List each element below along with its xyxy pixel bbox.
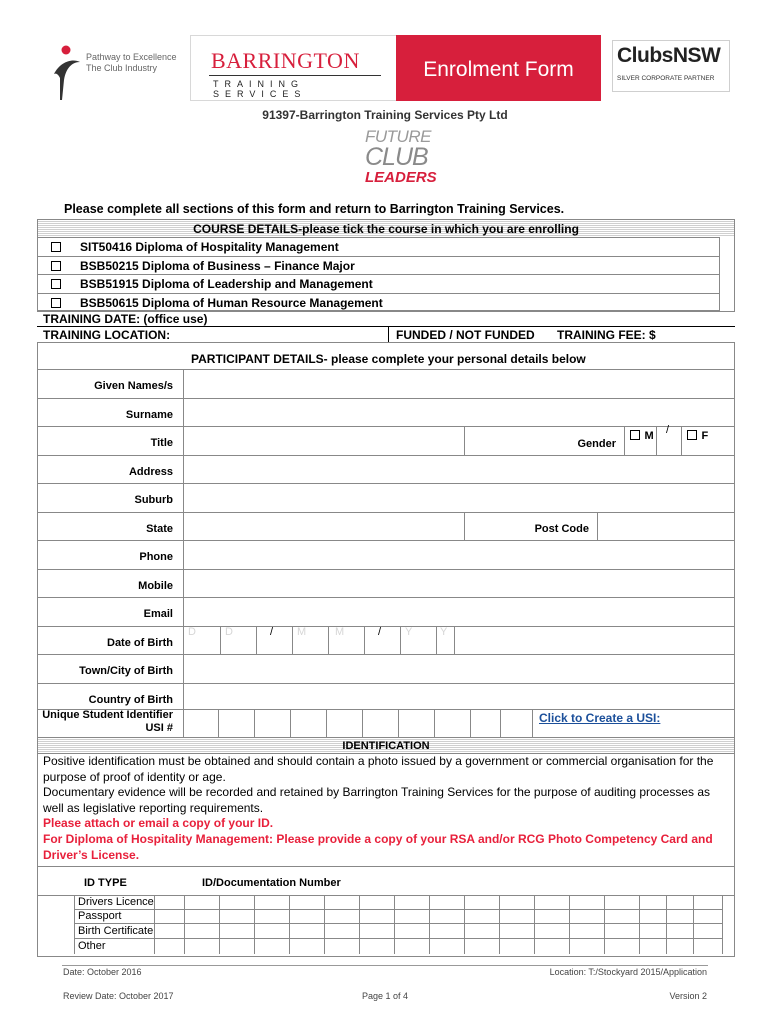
course-option-label: BSB50215 Diploma of Business – Finance Major <box>80 258 355 273</box>
country-of-birth-field[interactable] <box>184 684 734 708</box>
usi-cell-divider <box>326 710 327 738</box>
footer-date: Date: October 2016 <box>63 967 142 977</box>
label-email: Email <box>143 608 173 620</box>
id-cell-divider <box>289 895 290 954</box>
id-type-label: Birth Certificate <box>78 925 154 937</box>
form-title: Enrolment Form <box>396 35 601 101</box>
dob-cell-divider <box>220 626 221 654</box>
footer-location: Location: T:/Stockyard 2015/Application <box>549 967 707 977</box>
label-post-code: Post Code <box>534 523 589 535</box>
gender-separator: / <box>666 424 670 436</box>
label-usi-line-2: USI # <box>145 722 173 734</box>
course-option[interactable] <box>38 293 720 312</box>
gender-female-label: F <box>701 430 709 442</box>
id-row[interactable] <box>74 924 722 939</box>
usi-field[interactable] <box>184 710 534 738</box>
label-mobile: Mobile <box>138 580 173 592</box>
course-checkbox[interactable] <box>51 298 61 308</box>
state-divider <box>464 512 465 540</box>
label-title: Title <box>150 437 173 449</box>
divider-location <box>388 326 389 343</box>
label-gender: Gender <box>577 438 616 450</box>
col-id-number: ID/Documentation Number <box>202 877 341 889</box>
dob-day-1: D <box>188 626 196 638</box>
course-heading-text: COURSE DETAILS-please tick the course in which you are enrolling <box>193 221 579 236</box>
id-row[interactable] <box>74 939 722 954</box>
intro-text: Please complete all sections of this form and return to Barrington Training Services. <box>64 202 565 216</box>
id-table-right-border <box>722 895 723 954</box>
id-cell-divider <box>639 895 640 954</box>
gender-male-checkbox[interactable] <box>630 430 640 440</box>
gender-divider-3 <box>681 426 682 455</box>
identification-heading: IDENTIFICATION <box>342 739 430 752</box>
clubsnsw-logo <box>612 40 730 92</box>
dob-cell-divider <box>436 626 437 654</box>
usi-cell-divider <box>254 710 255 738</box>
course-heading <box>38 220 734 237</box>
id-cell-divider <box>464 895 465 954</box>
label-state: State <box>146 523 173 535</box>
usi-cell-divider <box>532 710 533 738</box>
dob-month-1: M <box>297 626 307 638</box>
partner-subtitle: SILVER CORPORATE PARTNER <box>617 75 715 82</box>
dob-slash-1: / <box>270 626 274 638</box>
usi-cell-divider <box>362 710 363 738</box>
gender-female[interactable] <box>687 426 708 444</box>
col-id-type: ID TYPE <box>84 877 127 889</box>
brand-name: BARRINGTON <box>211 48 360 73</box>
postcode-field[interactable] <box>598 513 734 539</box>
id-warning-1: Please attach or email a copy of your ID. <box>43 816 274 830</box>
dob-day-2: D <box>225 626 233 638</box>
id-type-label: Drivers Licence <box>78 896 154 908</box>
course-option-label: BSB51915 Diploma of Leadership and Management <box>80 277 373 291</box>
course-option[interactable] <box>38 256 720 275</box>
create-usi-link[interactable]: Click to Create a USI: <box>539 711 661 725</box>
course-option-label: BSB50615 Diploma of Human Resource Management <box>80 295 383 310</box>
id-row[interactable] <box>74 910 722 924</box>
course-option[interactable] <box>38 237 720 256</box>
mobile-field[interactable] <box>184 570 734 596</box>
gender-divider <box>624 426 625 455</box>
dob-cell-divider <box>256 626 257 654</box>
fcl-future: FUTURE <box>365 127 431 146</box>
label-address: Address <box>128 466 173 478</box>
label-given-names: Given Names/s <box>94 380 173 392</box>
label-country-of-birth: Country of Birth <box>88 694 173 706</box>
usi-cell-divider <box>434 710 435 738</box>
gender-male-label: M <box>644 430 654 442</box>
course-checkbox[interactable] <box>51 279 61 289</box>
pathway-figure-icon <box>52 44 82 100</box>
course-options <box>38 237 720 311</box>
brand-subtitle: TRAINING SERVICES <box>213 79 307 99</box>
pathway-logo <box>52 44 187 100</box>
id-paragraph-1: Positive identification must be obtained and should contain a photo issued by a government or commercial organisation for the purpose of proof of identity or age. <box>43 754 714 784</box>
id-paragraph-2: Documentary evidence will be recorded and retained by Barrington Training Services for the purpose of auditing processes as well as legislative reporting requirements. <box>43 785 711 815</box>
fcl-leaders: LEADERS <box>365 169 437 186</box>
title-divider <box>464 426 465 455</box>
id-cell-divider <box>499 895 500 954</box>
footer-page: Page 1 of 4 <box>361 991 409 1001</box>
brand-underline <box>209 75 381 76</box>
dob-cell-divider <box>328 626 329 654</box>
id-cell-divider <box>359 895 360 954</box>
dob-cell-divider <box>364 626 365 654</box>
id-cell-divider <box>219 895 220 954</box>
id-cell-divider <box>184 895 185 954</box>
participant-heading: PARTICIPANT DETAILS- please complete your personal details below <box>191 352 586 366</box>
given-names-field[interactable] <box>184 370 734 397</box>
id-cell-divider <box>604 895 605 954</box>
id-warning-2: For Diploma of Hospitality Management: Please provide a copy of your RSA and/or RCG Photo Competency Card and Driver’s License. <box>43 832 713 862</box>
fcl-club: CLUB <box>365 143 428 171</box>
surname-field[interactable] <box>184 399 734 425</box>
label-surname: Surname <box>125 409 173 421</box>
town-of-birth-field[interactable] <box>184 655 734 682</box>
title-field[interactable] <box>184 427 464 454</box>
id-cell-divider <box>569 895 570 954</box>
rule-training-location <box>37 326 735 327</box>
training-date: TRAINING DATE: (office use) <box>43 312 208 326</box>
gender-male[interactable] <box>630 426 654 444</box>
state-field[interactable] <box>184 513 464 539</box>
id-cell-divider <box>394 895 395 954</box>
pathway-line-2: The Club Industry <box>86 63 158 73</box>
label-town-of-birth: Town/City of Birth <box>79 665 173 677</box>
label-phone: Phone <box>139 551 173 563</box>
id-table <box>74 895 722 954</box>
company-line: 91397-Barrington Training Services Pty Ltd <box>262 108 508 122</box>
dob-month-2: M <box>335 626 345 638</box>
id-cell-divider <box>534 895 535 954</box>
dob-slash-2: / <box>378 626 382 638</box>
dob-field[interactable] <box>184 626 454 654</box>
phone-field[interactable] <box>184 541 734 568</box>
footer-rule <box>62 965 708 966</box>
id-row[interactable] <box>74 895 722 910</box>
funded-status: FUNDED / NOT FUNDED <box>396 328 535 342</box>
footer-review-date: Review Date: October 2017 <box>63 991 174 1001</box>
barrington-logo <box>190 35 397 101</box>
usi-cell-divider <box>470 710 471 738</box>
pathway-line-1: Pathway to Excellence <box>86 52 177 62</box>
identification-heading-bar <box>38 738 734 753</box>
course-option[interactable] <box>38 274 720 293</box>
dob-end-divider <box>454 626 455 654</box>
usi-cell-divider <box>500 710 501 738</box>
rule-id-table-top <box>37 866 735 867</box>
label-dob: Date of Birth <box>107 637 173 649</box>
id-cell-divider <box>324 895 325 954</box>
label-usi-line-1: Unique Student Identifier <box>42 709 173 721</box>
id-cell-divider <box>666 895 667 954</box>
id-type-label: Other <box>78 940 106 952</box>
dob-cell-divider <box>292 626 293 654</box>
id-cell-divider <box>254 895 255 954</box>
label-suburb: Suburb <box>134 494 173 506</box>
email-field[interactable] <box>184 598 734 625</box>
training-location: TRAINING LOCATION: <box>43 328 171 342</box>
usi-cell-divider <box>290 710 291 738</box>
usi-cell-divider <box>218 710 219 738</box>
usi-cell-divider <box>398 710 399 738</box>
dob-cell-divider <box>400 626 401 654</box>
address-field[interactable] <box>184 456 734 482</box>
training-fee: TRAINING FEE: $ <box>557 328 656 342</box>
id-cell-divider <box>429 895 430 954</box>
id-cell-divider <box>154 895 155 954</box>
course-checkbox[interactable] <box>51 261 61 271</box>
dob-year-2: Y <box>440 626 448 638</box>
course-checkbox[interactable] <box>51 242 61 252</box>
id-type-label: Passport <box>78 910 122 922</box>
course-option-label: SIT50416 Diploma of Hospitality Management <box>80 240 339 254</box>
gender-divider-2 <box>656 426 657 455</box>
suburb-field[interactable] <box>184 484 734 511</box>
dob-year-1: Y <box>405 626 413 638</box>
future-club-leaders-logo <box>365 128 455 190</box>
partner-name: ClubsNSW <box>617 44 721 67</box>
gender-female-checkbox[interactable] <box>687 430 697 440</box>
id-cell-divider <box>693 895 694 954</box>
footer-version: Version 2 <box>669 991 707 1001</box>
